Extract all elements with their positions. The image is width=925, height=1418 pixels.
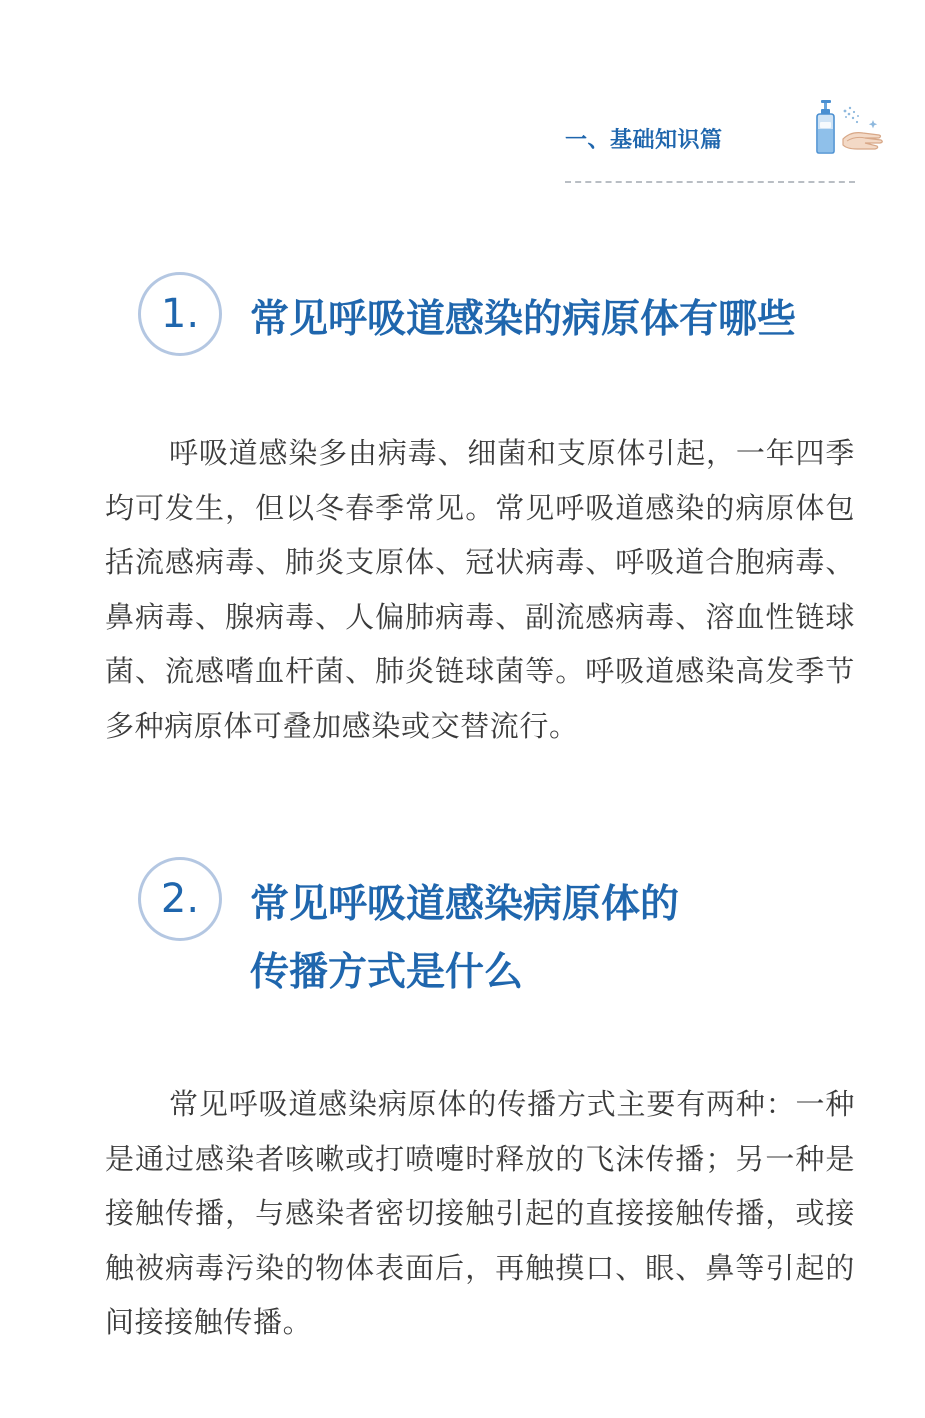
header-divider bbox=[565, 181, 855, 183]
section-2-heading bbox=[138, 857, 898, 1007]
section-number-badge: 1. bbox=[138, 272, 222, 356]
section-number-badge: 2. bbox=[138, 857, 222, 941]
sanitizer-hand-icon bbox=[807, 95, 887, 155]
section-1-paragraph: 呼吸道感染多由病毒、细菌和支原体引起，一年四季均可发生，但以冬春季常见。常见呼吸道感染的病原体包括流感病毒、肺炎支原体、冠状病毒、呼吸道合胞病毒、鼻病毒、腺病毒、人偏肺病毒、副流感病毒、溶血性链球菌、流感嗜血杆菌、肺炎链球菌等。呼吸道感染高发季节多种病原体可叠加感染或交替流行。 bbox=[105, 436, 855, 743]
page-header bbox=[565, 95, 865, 190]
section-1-title bbox=[250, 286, 796, 354]
section-2-title bbox=[250, 871, 679, 1007]
section-2-paragraph: 常见呼吸道感染病原体的传播方式主要有两种：一种是通过感染者咳嗽或打喷嚏时释放的飞沫传播；另一种是接触传播，与感染者密切接触引起的直接接触传播，或接触被病毒污染的物体表面后，再触摸口、眼、鼻等引起的间接接触传播。 bbox=[105, 1087, 855, 1340]
section-title-line: 传播方式是什么 bbox=[250, 950, 524, 995]
section-1-heading bbox=[138, 272, 898, 362]
section-title-line: 常见呼吸道感染病原体的 bbox=[250, 882, 680, 927]
section-title: 一、基础知识篇 bbox=[565, 128, 723, 153]
section-title-line: 常见呼吸道感染的病原体有哪些 bbox=[250, 297, 797, 342]
